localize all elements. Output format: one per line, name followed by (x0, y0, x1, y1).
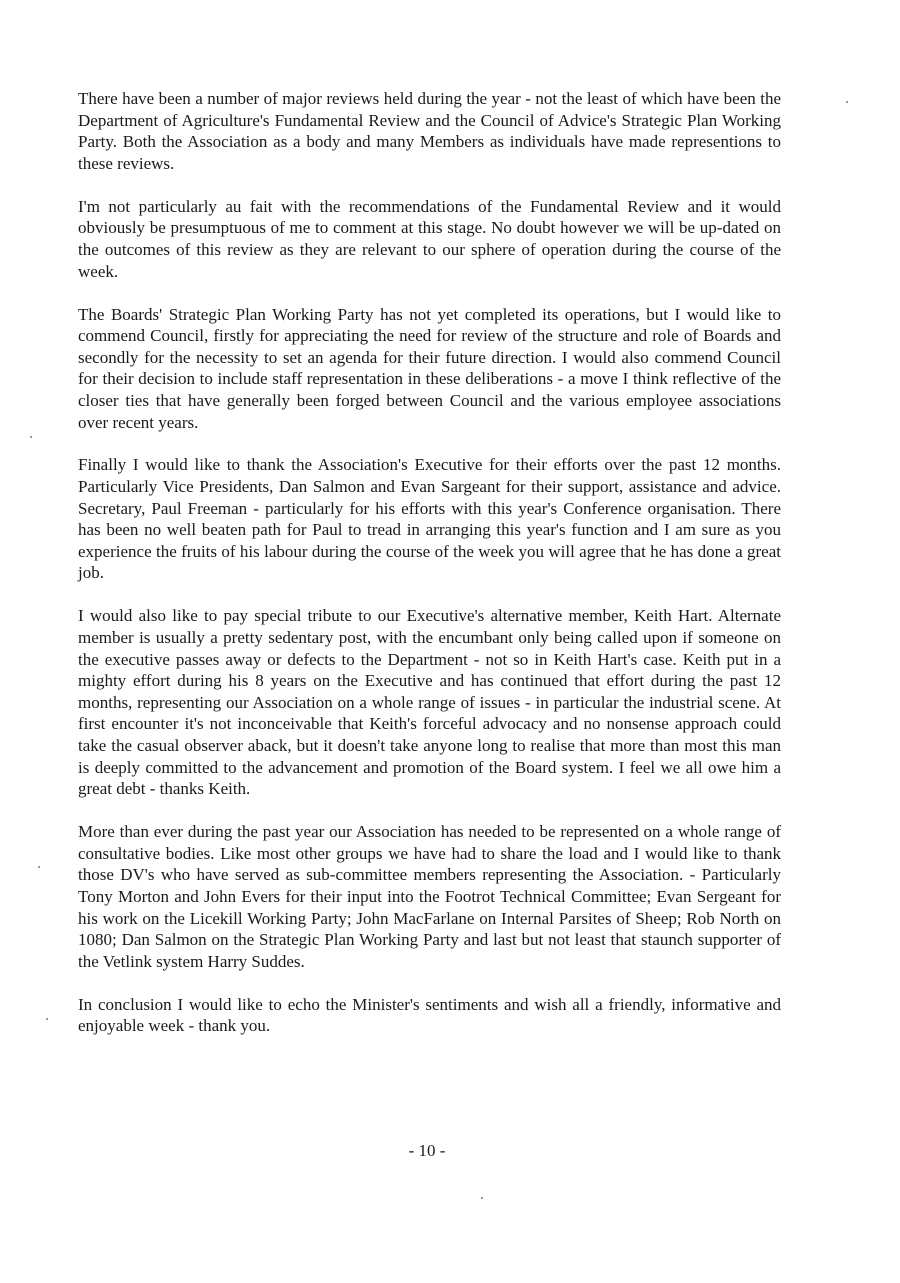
paragraph-conclusion: In conclusion I would like to echo the Minister's sentiments and wish all a friendly, informative and enjoyable week - thank you. (78, 994, 781, 1036)
scan-speck (38, 866, 40, 868)
scan-speck (30, 436, 32, 438)
paragraph-consultative-bodies: More than ever during the past year our Association has needed to be represented on a whole range of consultative bodies. Like most other groups we have had to share the load and I would like to thank those DV's who have served as sub-committee members representing the Association. - Particularly Tony Morton and John Evers for their input into the Footrot Technical Committee; Evan Sergeant for his work on the Licekill Working Party; John MacFarlane on Internal Parsites of Sheep; Rob North on 1080; Dan Salmon on the Strategic Plan Working Party and last but not least that staunch supporter of the Vetlink system Harry Suddes. (78, 822, 781, 971)
page-number: - 10 - (408, 1141, 446, 1160)
paragraph-keith-hart-tribute: I would also like to pay special tribute to our Executive's alternative member, Keith Hart. Alternate member is usually a pretty sedentary post, with the encumbant only being called upon if someone on the executive passes away or defects to the Department - not so in Keith Hart's case. Keith put in a mighty effort during his 8 years on the Executive and has continued that effort during the past 12 months, representing our Association on a whole range of issues - in particular the industrial scene. At first encounter it's not inconceivable that Keith's forceful advocacy and no nonsense approach could take the casual observer aback, but it doesn't take anyone long to realise that more than most this man is deeply committed to the advancement and promotion of the Board system. I feel we all owe him a great debt - thanks Keith. (78, 606, 781, 799)
paragraph-executive-thanks: Finally I would like to thank the Association's Executive for their efforts over the past 12 months. Particularly Vice Presidents, Dan Salmon and Evan Sargeant for their support, assistance and advice. Secretary, Paul Freeman - particularly for his efforts with this year's Conference organisation. There has been no well beaten path for Paul to tread in arranging this year's function and I am sure as you experience the fruits of his labour during the course of the week you will agree that he has done a great job. (78, 455, 781, 583)
paragraph-reviews: There have been a number of major reviews held during the year - not the least of which have been the Department of Agriculture's Fundamental Review and the Council of Advice's Strategic Plan Working Party. Both the Association as a body and many Members as individuals have made representions to these reviews. (78, 89, 781, 173)
paragraph-strategic-plan: The Boards' Strategic Plan Working Party has not yet completed its operations, but I would like to commend Council, firstly for appreciating the need for review of the structure and role of Boards and secondly for the necessity to set an agenda for their future direction. I would also commend Council for their decision to include staff representation in these deliberations - a move I think reflective of the closer ties that have generally been forged between Council and the various employee associations over recent years. (78, 304, 781, 432)
paragraph-fundamental-review: I'm not particularly au fait with the recommendations of the Fundamental Review and it would obviously be presumptuous of me to comment at this stage. No doubt however we will be up-dated on the outcomes of this review as they are relevant to our sphere of operation during the course of the week. (78, 196, 781, 281)
scan-speck (481, 1197, 483, 1199)
document-body (78, 88, 781, 1058)
scan-speck (846, 101, 848, 103)
scan-speck (46, 1018, 48, 1020)
